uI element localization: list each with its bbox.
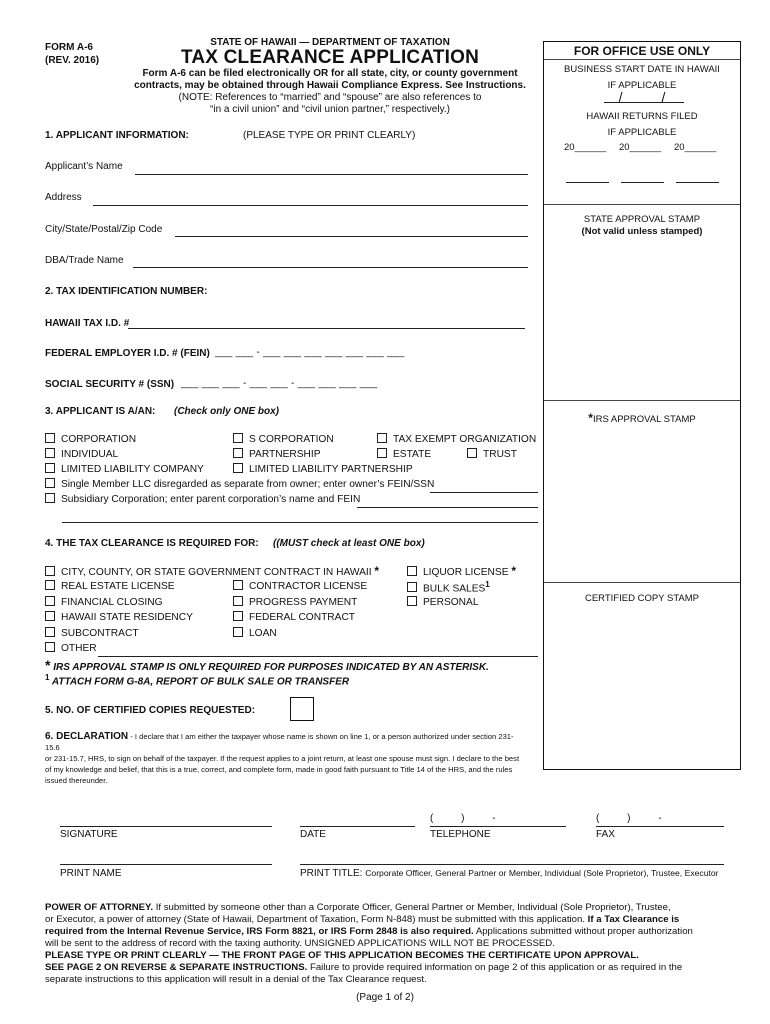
intro-line-2: contracts, may be obtained through Hawaii Compliance Express. See Instructions.	[134, 80, 526, 91]
telephone-line[interactable]	[430, 826, 566, 827]
print-title-label	[300, 868, 719, 879]
dba-input[interactable]	[133, 256, 528, 268]
option-other[interactable]	[45, 642, 97, 654]
poa-text: If submitted by someone other than a Corporate Officer, General Partner or Member, Individual (Sole Proprietor), Trustee,	[155, 902, 671, 913]
poa-line	[45, 926, 725, 938]
declaration-line: of my knowledge and belief, that this is a true, correct, and complete form, made in good faith pursuant to Title 14 of the HRS, and the rules	[45, 765, 513, 774]
parent-corp-input[interactable]	[357, 496, 538, 508]
option-subcontract[interactable]	[45, 627, 139, 639]
option-label: FEDERAL CONTRACT	[249, 612, 356, 623]
declaration-block	[45, 731, 525, 786]
intro-line-1: Form A-6 can be filed electronically OR for all state, city, or county government	[142, 68, 518, 79]
option-label: Subsidiary Corporation; enter parent corporation’s name and FEIN	[61, 494, 361, 505]
section-1-instruction: (PLEASE TYPE OR PRINT CLEARLY)	[243, 130, 416, 141]
date-line[interactable]	[300, 826, 415, 827]
section-4-heading: 4. THE TAX CLEARANCE IS REQUIRED FOR:	[45, 538, 259, 549]
option-label: OTHER	[61, 643, 97, 654]
section-2-heading: 2. TAX IDENTIFICATION NUMBER:	[45, 286, 208, 297]
denial-notice: separate instructions to this application will result in a denial of the Tax Clearance request.	[45, 974, 427, 985]
checkbox[interactable]	[45, 463, 55, 473]
declaration-line: issued thereunder.	[45, 776, 108, 785]
poa-text: or Executor, a power of attorney (State of Hawaii, Department of Taxation, Form N-848) must be submitted with this application.	[45, 914, 585, 925]
footnote-marker: 1	[45, 673, 50, 682]
office-use-box	[543, 41, 741, 770]
state-approval-note: (Not valid unless stamped)	[581, 226, 703, 237]
ssn-input[interactable]: ___ ___ ___ - ___ ___ - ___ ___ ___ ___	[181, 378, 378, 389]
checkbox[interactable]	[233, 448, 243, 458]
applicant-name-label: Applicant’s Name	[45, 161, 123, 172]
checkbox[interactable]	[233, 627, 243, 637]
city-label: City/State/Postal/Zip Code	[45, 224, 163, 235]
checkbox[interactable]	[233, 596, 243, 606]
option-llc[interactable]	[45, 463, 204, 475]
checkbox[interactable]	[407, 566, 417, 576]
see-page-2-line	[45, 962, 725, 974]
option-real-estate[interactable]	[45, 580, 175, 592]
option-label: Single Member LLC disregarded as separate from owner; enter owner’s FEIN/SSN	[61, 479, 435, 490]
option-label: BULK SALES	[423, 583, 486, 595]
footnote-marker: 1	[485, 580, 490, 589]
address-label: Address	[45, 192, 82, 203]
poa-text: Applications submitted without proper authorization	[475, 926, 693, 937]
option-label: HAWAII STATE RESIDENCY	[61, 612, 193, 623]
option-label: TRUST	[483, 449, 517, 460]
irs-approval-stamp-label	[544, 411, 740, 425]
poa-heading: POWER OF ATTORNEY.	[45, 902, 154, 913]
print-title-label-text: PRINT TITLE:	[300, 868, 363, 879]
date-label: DATE	[300, 829, 326, 840]
irs-stamp-text: IRS APPROVAL STAMP	[592, 414, 696, 425]
return-year-3: 20______	[674, 142, 717, 153]
office-use-heading: FOR OFFICE USE ONLY	[573, 44, 711, 58]
option-tax-exempt[interactable]	[377, 433, 536, 445]
other-purpose-input[interactable]	[98, 645, 538, 657]
asterisk-marker: *	[511, 564, 517, 578]
option-government-contract[interactable]	[45, 564, 379, 578]
checkbox[interactable]	[407, 596, 417, 606]
poa-line	[45, 914, 725, 926]
page-number: (Page 1 of 2)	[356, 992, 414, 1003]
checkbox[interactable]	[233, 611, 243, 621]
option-label: TAX EXEMPT ORGANIZATION	[393, 434, 537, 445]
checkbox[interactable]	[233, 433, 243, 443]
option-label: SUBCONTRACT	[61, 628, 139, 639]
fein-input[interactable]: ___ ___ - ___ ___ ___ ___ ___ ___ ___	[215, 347, 405, 358]
agency-name: STATE OF HAWAII — DEPARTMENT OF TAXATION	[210, 37, 450, 48]
poa-emphasis: required from the Internal Revenue Service, IRS Form 8821, or IRS Form 2848 is also required.	[45, 926, 474, 937]
option-financial-closing[interactable]	[45, 596, 163, 608]
print-title-options: Corporate Officer, General Partner or Member, Individual (Sole Proprietor), Trustee, Executor	[365, 868, 719, 878]
return-line-2	[621, 182, 664, 183]
option-label: INDIVIDUAL	[61, 449, 119, 460]
form-revision: (REV. 2016)	[45, 55, 100, 66]
checkbox[interactable]	[45, 580, 55, 590]
option-contractor[interactable]	[233, 580, 367, 592]
telephone-label: TELEPHONE	[430, 829, 491, 840]
irs-star: *	[588, 411, 593, 425]
declaration-text: - I declare that I am either the taxpayer whose name is shown on line 1, or a person authorized under section 231-15.6	[45, 732, 514, 752]
checkbox[interactable]	[233, 580, 243, 590]
g8a-note	[45, 673, 349, 687]
print-title-line[interactable]	[300, 864, 724, 865]
irs-asterisk-note	[45, 657, 489, 673]
option-personal[interactable]	[407, 596, 478, 608]
checkbox[interactable]	[233, 463, 243, 473]
option-federal-contract[interactable]	[233, 611, 355, 623]
option-label: FINANCIAL CLOSING	[61, 597, 163, 608]
option-label: LIQUOR LICENSE	[423, 567, 509, 578]
signature-line[interactable]	[60, 826, 272, 827]
option-bulk-sales[interactable]	[407, 580, 490, 594]
fax-mask: ( ) -	[596, 813, 662, 824]
asterisk-marker: *	[374, 564, 380, 578]
business-start-date-slashes: / /	[618, 89, 666, 105]
option-label: PERSONAL	[423, 597, 479, 608]
checkbox[interactable]	[45, 493, 55, 503]
poa-line	[45, 902, 725, 914]
section-4-instruction: ((MUST check at least ONE box)	[273, 538, 425, 549]
checkbox[interactable]	[45, 478, 55, 488]
poa-line: will be sent to the address of record with the taxing authority. UNSIGNED APPLICATIONS WILL NOT BE PROCESSED.	[45, 938, 555, 949]
option-partnership[interactable]	[233, 448, 321, 460]
certified-copy-stamp-label: CERTIFIED COPY STAMP	[584, 593, 700, 604]
section-3-heading: 3. APPLICANT IS A/AN:	[45, 406, 156, 417]
fein-label: FEDERAL EMPLOYER I.D. # (FEIN)	[45, 348, 210, 359]
declaration-line	[45, 731, 525, 753]
office-divider	[544, 400, 740, 401]
option-subsidiary[interactable]	[45, 493, 360, 505]
option-corporation[interactable]	[45, 433, 136, 445]
fax-line[interactable]	[596, 826, 724, 827]
certified-copies-input[interactable]	[290, 697, 314, 721]
option-progress-payment[interactable]	[233, 596, 357, 608]
option-label: ESTATE	[393, 449, 432, 460]
option-individual[interactable]	[45, 448, 118, 460]
return-year-1: 20______	[564, 142, 607, 153]
checkbox[interactable]	[377, 448, 387, 458]
office-divider	[544, 204, 740, 205]
see-page-2-text: Failure to provide required information on page 2 of this application or as required in the	[309, 962, 683, 973]
city-input[interactable]	[175, 225, 528, 237]
returns-filed-sub: IF APPLICABLE	[607, 127, 677, 138]
section-6-heading: 6. DECLARATION	[45, 731, 129, 742]
footer-block	[45, 902, 725, 986]
option-loan[interactable]	[233, 627, 277, 639]
checkbox[interactable]	[45, 566, 55, 576]
g8a-note-text: ATTACH FORM G-8A, REPORT OF BULK SALE OR TRANSFER	[51, 676, 350, 688]
checkbox[interactable]	[467, 448, 477, 458]
returns-filed-label: HAWAII RETURNS FILED	[586, 111, 698, 122]
business-start-sub: IF APPLICABLE	[607, 80, 677, 91]
option-label: CITY, COUNTY, OR STATE GOVERNMENT CONTRACT IN HAWAII	[61, 567, 372, 578]
signature-label: SIGNATURE	[60, 829, 118, 840]
checkbox[interactable]	[45, 433, 55, 443]
section-1-heading: 1. APPLICANT INFORMATION:	[45, 130, 189, 141]
telephone-mask: ( ) -	[430, 813, 496, 824]
print-clearly-notice: PLEASE TYPE OR PRINT CLEARLY — THE FRONT PAGE OF THIS APPLICATION BECOMES THE CERTIFICATE UPON APPROVAL.	[45, 950, 639, 961]
print-name-label: PRINT NAME	[60, 868, 122, 879]
checkbox[interactable]	[377, 433, 387, 443]
option-label: LIMITED LIABILITY COMPANY	[61, 464, 204, 475]
return-line-1	[566, 182, 609, 183]
return-year-2: 20______	[619, 142, 662, 153]
see-page-2-heading: SEE PAGE 2 ON REVERSE & SEPARATE INSTRUCTIONS.	[45, 962, 308, 973]
option-hawaii-residency[interactable]	[45, 611, 193, 623]
option-label: REAL ESTATE LICENSE	[61, 581, 175, 592]
applicant-name-input[interactable]	[135, 163, 528, 175]
dba-label: DBA/Trade Name	[45, 255, 124, 266]
hawaii-tax-id-label: HAWAII TAX I.D. #	[45, 318, 130, 329]
section-5-heading: 5. NO. OF CERTIFIED COPIES REQUESTED:	[45, 705, 256, 716]
section-4-instruction-text: (MUST check at least ONE box)	[276, 538, 425, 549]
option-single-member-llc[interactable]	[45, 478, 434, 490]
ssn-label: SOCIAL SECURITY # (SSN)	[45, 379, 175, 390]
checkbox[interactable]	[407, 582, 417, 592]
business-start-date-line	[604, 102, 684, 103]
note-line-1: (NOTE: References to “married” and “spouse” are also references to	[178, 92, 482, 103]
option-label: LOAN	[249, 628, 277, 639]
owner-fein-input[interactable]	[430, 481, 538, 493]
option-liquor-license[interactable]	[407, 564, 516, 578]
option-estate[interactable]	[377, 448, 431, 460]
option-llp[interactable]	[233, 463, 413, 475]
irs-asterisk-note-text: IRS APPROVAL STAMP IS ONLY REQUIRED FOR PURPOSES INDICATED BY AN ASTERISK.	[53, 662, 489, 673]
checkbox[interactable]	[45, 611, 55, 621]
fax-label: FAX	[596, 829, 615, 840]
hawaii-tax-id-input[interactable]	[128, 317, 525, 329]
checkbox[interactable]	[45, 448, 55, 458]
address-input[interactable]	[93, 194, 528, 206]
asterisk-marker: *	[45, 657, 51, 673]
option-label: S CORPORATION	[249, 434, 334, 445]
form-id: FORM A-6	[45, 42, 93, 53]
parent-corp-input-2[interactable]	[62, 511, 538, 523]
office-divider	[544, 582, 740, 583]
business-start-label: BUSINESS START DATE IN HAWAII	[564, 64, 720, 75]
option-label: PROGRESS PAYMENT	[249, 597, 358, 608]
page-title: TAX CLEARANCE APPLICATION	[180, 47, 480, 68]
poa-emphasis: If a Tax Clearance is	[587, 914, 680, 925]
checkbox[interactable]	[45, 596, 55, 606]
state-approval-stamp-label: STATE APPROVAL STAMP	[583, 214, 701, 225]
option-s-corporation[interactable]	[233, 433, 334, 445]
office-divider	[544, 59, 740, 60]
declaration-line: or 231-15.7, HRS, to sign on behalf of the taxpayer. If the request applies to a joint return, at least one spouse must sign. I declare to the best	[45, 754, 520, 763]
print-name-line[interactable]	[60, 864, 272, 865]
option-label: LIMITED LIABILITY PARTNERSHIP	[249, 464, 413, 475]
option-trust[interactable]	[467, 448, 517, 460]
return-line-3	[676, 182, 719, 183]
section-3-instruction: (Check only ONE box)	[174, 406, 280, 417]
option-label: CONTRACTOR LICENSE	[249, 581, 368, 592]
checkbox[interactable]	[45, 642, 55, 652]
checkbox[interactable]	[45, 627, 55, 637]
option-label: PARTNERSHIP	[249, 449, 321, 460]
option-label: CORPORATION	[61, 434, 137, 445]
note-line-2: “in a civil union” and “civil union partner,” respectively.)	[210, 104, 450, 115]
